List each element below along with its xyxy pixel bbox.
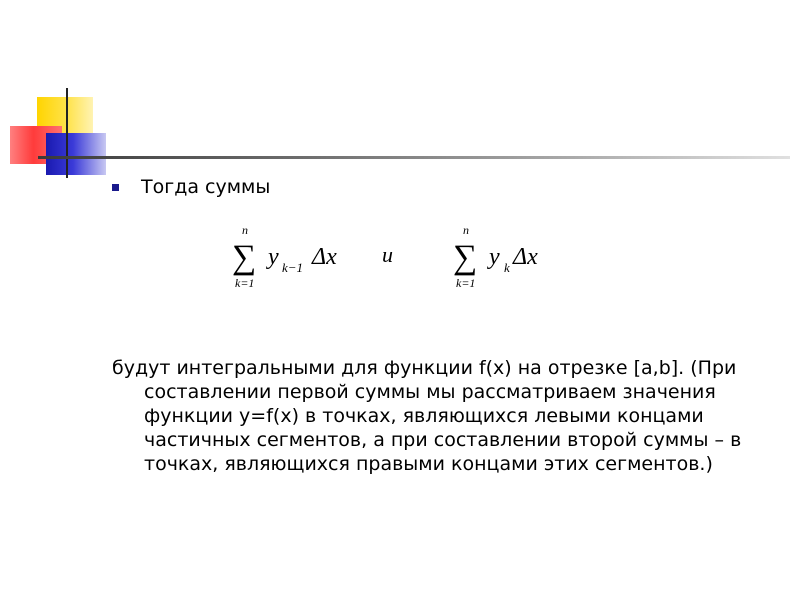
left-term-subscript: k−1 [282,260,304,275]
explanation-paragraph: будут интегральными для функции f(x) на отрезке [a,b]. (При составлении первой суммы мы рассматриваем значения функции y=f(x) в точках, являющихся левыми концами частичных сегментов, а при составлении второй суммы – в точках, являющихся правыми концами этих сегментов.) [112,357,742,475]
decorative-blue-square [46,133,106,175]
right-term: y [489,244,500,270]
left-sum-upper-limit: n [242,223,248,237]
decorative-vertical-line [66,88,68,178]
decorative-horizontal-rule [38,156,790,159]
bullet-text: Тогда суммы [141,176,271,198]
bullet-item [112,176,270,198]
left-sum-symbol: ∑ [232,239,257,276]
left-sum-lower-limit: k=1 [235,276,255,290]
right-delta-x: Δx [513,244,538,270]
bullet-square-icon [112,184,119,191]
connector-word: и [382,242,393,267]
left-term: y [268,244,279,270]
left-delta-x: Δx [312,244,337,270]
right-sum-upper-limit: n [463,223,469,237]
summation-formula [230,222,560,302]
right-sum-lower-limit: k=1 [456,276,476,290]
right-term-subscript: k [504,260,510,275]
right-sum-symbol: ∑ [453,239,478,276]
